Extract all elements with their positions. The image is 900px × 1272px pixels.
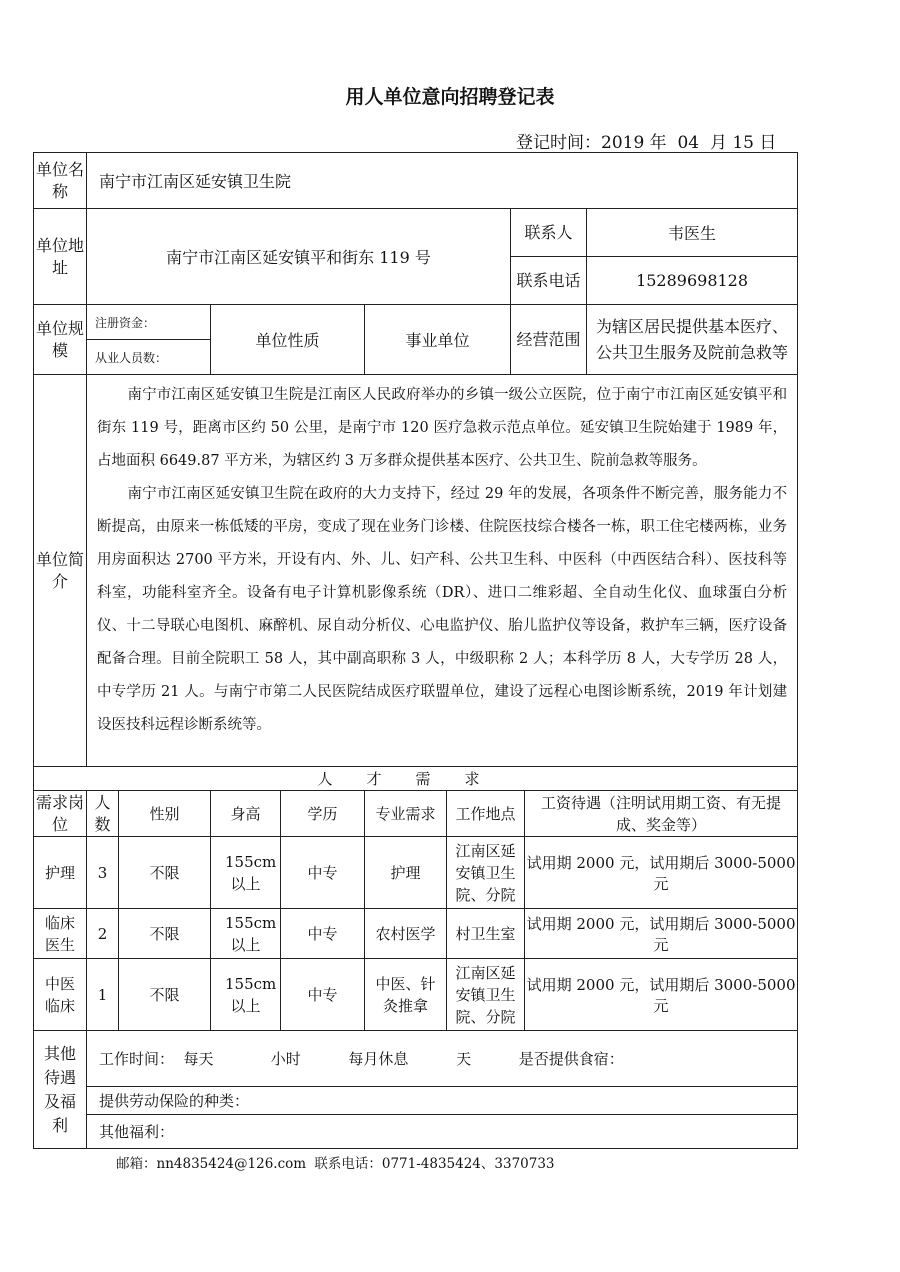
reg-time-label: 登记时间：	[516, 133, 601, 153]
row-height: 155cm以上	[211, 837, 281, 909]
phone-label: 联系电话	[511, 257, 587, 305]
col-post: 需求岗位	[34, 791, 87, 837]
unit-name-value: 南宁市江南区延安镇卫生院	[87, 153, 798, 209]
row-height: 155cm以上	[211, 959, 281, 1031]
unit-address-label: 单位地址	[34, 209, 87, 305]
row-height: 155cm以上	[211, 909, 281, 959]
unit-address-value: 南宁市江南区延安镇平和街东 119 号	[87, 209, 511, 305]
reg-month: 04	[677, 133, 700, 153]
row-gender: 不限	[119, 837, 211, 909]
col-salary: 工资待遇（注明试用期工资、有无提成、奖金等）	[525, 791, 798, 837]
unit-nature-label: 单位性质	[211, 305, 365, 375]
row-post: 临床医生	[34, 909, 87, 959]
other-benefits-field: 其他福利：	[87, 1115, 798, 1149]
row-post: 护理	[34, 837, 87, 909]
row-count: 2	[87, 909, 119, 959]
row-count: 1	[87, 959, 119, 1031]
registration-form	[33, 152, 798, 1149]
reg-year: 2019	[601, 133, 645, 153]
col-place: 工作地点	[447, 791, 525, 837]
col-major: 专业需求	[365, 791, 447, 837]
footer-email: 邮箱：nn4835424@126.com	[116, 1156, 307, 1172]
row-major: 中医、针灸推拿	[365, 959, 447, 1031]
unit-nature-value: 事业单位	[365, 305, 511, 375]
footer-phone: 联系电话：0771-4835424、3370733	[314, 1156, 555, 1172]
col-count: 人数	[87, 791, 119, 837]
phone-value: 15289698128	[587, 257, 798, 305]
col-gender: 性别	[119, 791, 211, 837]
intro-paragraph-2: 南宁市江南区延安镇卫生院在政府的大力支持下，经过 29 年的发展，各项条件不断完善，服务能力不断提高，由原来一栋低矮的平房，变成了现在业务门诊楼、住院医技综合楼各一栋，职工住宅楼两栋，业务用房面积达 2700 平方米，开设有内、外、儿、妇产科、公共卫生科、中医科（中西医结合科）、医技科等科室，功能科室齐全。设备有电子计算机影像系统（DR）、进口二维彩超、全自动生化仪、血球蛋白分析仪、十二导联心电图机、麻醉机、尿自动分析仪、心电监护仪、胎儿监护仪等设备，救护车三辆，医疗设备配备合理。目前全院职工 58 人，其中副高职称 3 人，中级职称 2 人；本科学历 8 人，大专学历 28 人，中专学历 21 人。与南宁市第二人民医院结成医疗联盟单位，建设了远程心电图诊断系统，2019 年计划建设医技科远程诊断系统等。	[97, 486, 788, 733]
insurance-field: 提供劳动保险的种类：	[87, 1087, 798, 1115]
business-scope-label: 经营范围	[511, 305, 587, 375]
business-scope-value: 为辖区居民提供基本医疗、公共卫生服务及院前急救等	[587, 305, 798, 375]
reg-year-unit: 年	[649, 133, 667, 153]
reg-day: 15	[732, 133, 754, 153]
contact-value: 韦医生	[587, 209, 798, 257]
table-row	[34, 837, 798, 909]
row-gender: 不限	[119, 909, 211, 959]
row-major: 护理	[365, 837, 447, 909]
row-place: 江南区延安镇卫生院、分院	[447, 837, 525, 909]
row-place: 村卫生室	[447, 909, 525, 959]
work-time-field: 工作时间： 每天 小时 每月休息 天 是否提供食宿：	[87, 1031, 798, 1087]
registered-capital-field: 注册资金：	[87, 305, 211, 340]
table-row	[34, 959, 798, 1031]
row-place: 江南区延安镇卫生院、分院	[447, 959, 525, 1031]
row-post: 中医临床	[34, 959, 87, 1031]
reg-day-unit: 日	[759, 133, 777, 153]
row-education: 中专	[281, 909, 365, 959]
benefits-label: 其他待遇及福利	[34, 1031, 87, 1149]
registration-time	[516, 128, 776, 153]
col-height: 身高	[211, 791, 281, 837]
row-major: 农村医学	[365, 909, 447, 959]
col-education: 学历	[281, 791, 365, 837]
table-row	[34, 909, 798, 959]
talent-demand-header: 人才需求	[34, 767, 798, 791]
row-salary: 试用期 2000 元，试用期后 3000-5000 元	[525, 837, 798, 909]
row-education: 中专	[281, 837, 365, 909]
row-gender: 不限	[119, 959, 211, 1031]
contact-label: 联系人	[511, 209, 587, 257]
footer-contact	[116, 1152, 559, 1172]
row-count: 3	[87, 837, 119, 909]
unit-intro	[87, 375, 798, 767]
unit-intro-label: 单位简介	[34, 375, 87, 767]
unit-name-label: 单位名称	[34, 153, 87, 209]
row-salary: 试用期 2000 元，试用期后 3000-5000 元	[525, 959, 798, 1031]
row-education: 中专	[281, 959, 365, 1031]
row-salary: 试用期 2000 元，试用期后 3000-5000 元	[525, 909, 798, 959]
unit-scale-label: 单位规模	[34, 305, 87, 375]
staff-count-field: 从业人员数：	[87, 340, 211, 375]
intro-paragraph-1: 南宁市江南区延安镇卫生院是江南区人民政府举办的乡镇一级公立医院，位于南宁市江南区延安镇平和街东 119 号，距离市区约 50 公里，是南宁市 120 医疗急救示范点单位。延安镇卫生院始建于 1989 年，占地面积 6649.87 平方米，为辖区约 3 万多群众提供基本医疗、公共卫生、院前急救等服务。	[97, 387, 788, 469]
form-title: 用人单位意向招聘登记表	[345, 86, 555, 108]
reg-month-unit: 月	[709, 133, 727, 153]
